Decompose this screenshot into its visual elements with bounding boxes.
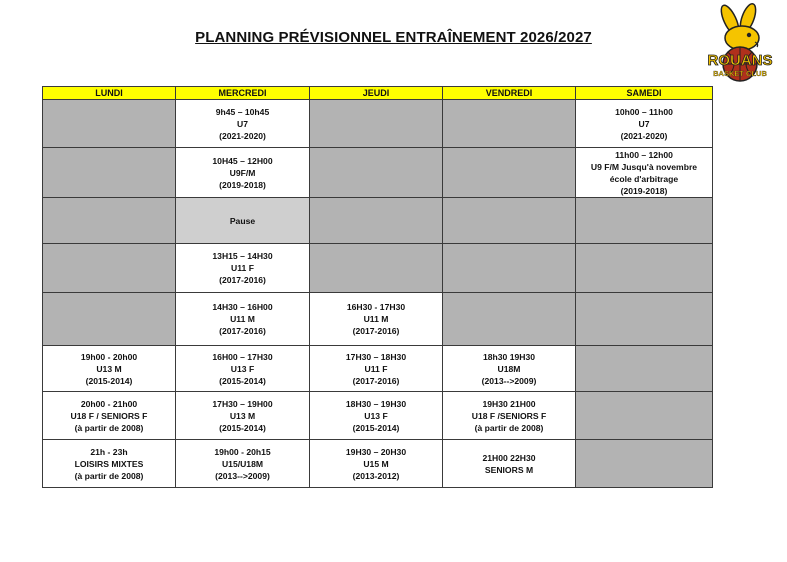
session-cell bbox=[43, 346, 176, 392]
session-line: 19h00 - 20h00 bbox=[80, 351, 138, 362]
session-line: 17H30 – 18H30 bbox=[345, 351, 407, 362]
empty-slot-cell bbox=[443, 148, 576, 198]
session-line: 18H30 – 19H30 bbox=[345, 398, 407, 409]
session-line: U15 M bbox=[363, 458, 389, 469]
day-header-lundi: LUNDI bbox=[43, 87, 176, 100]
session-line: U9 F/M Jusqu'à novembre bbox=[590, 161, 698, 172]
session-cell bbox=[576, 100, 713, 148]
session-cell bbox=[176, 440, 310, 488]
empty-slot-cell bbox=[443, 244, 576, 293]
day-header-vendredi: VENDREDI bbox=[443, 87, 576, 100]
empty-slot-cell bbox=[310, 100, 443, 148]
session-line: (2015-2014) bbox=[219, 422, 266, 433]
day-header-row bbox=[43, 87, 713, 100]
time-slot-row bbox=[43, 392, 713, 440]
empty-slot-cell bbox=[43, 198, 176, 244]
session-line: U9F/M bbox=[229, 167, 256, 178]
time-slot-row bbox=[43, 198, 713, 244]
session-cell bbox=[310, 293, 443, 346]
time-slot-row bbox=[43, 346, 713, 392]
session-line: (2017-2016) bbox=[352, 326, 400, 336]
session-line: (à partir de 2008) bbox=[74, 422, 144, 433]
session-cell bbox=[176, 100, 310, 148]
empty-slot-cell bbox=[310, 198, 443, 244]
session-line: 16H30 - 17H30 bbox=[346, 302, 406, 312]
session-line: (2017-2016) bbox=[219, 275, 266, 285]
session-line: 21h - 23h bbox=[90, 446, 128, 457]
session-line: U13 F bbox=[364, 410, 388, 421]
session-line: U13 M bbox=[96, 363, 122, 374]
session-line: 11h00 – 12h00 bbox=[615, 149, 673, 160]
session-line: (2017-2016) bbox=[352, 375, 400, 386]
session-line: école d'arbitrage bbox=[609, 173, 679, 184]
session-line: 18h30 19H30 bbox=[482, 351, 536, 362]
session-line: U13 F bbox=[230, 363, 255, 374]
logo-name: ROUANS bbox=[707, 52, 773, 69]
session-line: SENIORS M bbox=[484, 464, 534, 475]
time-slot-row bbox=[43, 244, 713, 293]
session-line: 21H00 22H30 bbox=[482, 452, 536, 463]
empty-slot-cell bbox=[576, 440, 713, 488]
session-cell bbox=[176, 293, 310, 346]
session-line: U15/U18M bbox=[221, 458, 264, 469]
session-cell bbox=[43, 392, 176, 440]
session-line: (2013-->2009) bbox=[215, 470, 270, 481]
empty-slot-cell bbox=[576, 392, 713, 440]
session-line: U7 bbox=[638, 118, 650, 129]
time-slot-row bbox=[43, 440, 713, 488]
session-line: 19H30 21H00 bbox=[482, 398, 536, 409]
empty-slot-cell bbox=[576, 346, 713, 392]
session-line: (à partir de 2008) bbox=[74, 470, 144, 481]
empty-slot-cell bbox=[310, 148, 443, 198]
session-line: U13 M bbox=[229, 410, 256, 421]
empty-slot-cell bbox=[576, 198, 713, 244]
empty-slot-cell bbox=[43, 148, 176, 198]
session-line: 14H30 – 16H00 bbox=[212, 302, 273, 312]
empty-slot-cell bbox=[43, 244, 176, 293]
session-line: 19h00 - 20h15 bbox=[214, 446, 271, 457]
time-slot-row bbox=[43, 148, 713, 198]
session-line: (2021-2020) bbox=[620, 130, 668, 141]
time-slot-row bbox=[43, 293, 713, 346]
session-line: (2013-2012) bbox=[352, 470, 400, 481]
session-line: 10h00 – 11h00 bbox=[615, 106, 673, 117]
session-line: (2013-->2009) bbox=[481, 375, 537, 386]
logo-subtitle: BASKET CLUB bbox=[713, 69, 767, 78]
day-header-samedi: SAMEDI bbox=[576, 87, 713, 100]
session-cell bbox=[576, 148, 713, 198]
club-logo bbox=[700, 2, 780, 94]
session-cell bbox=[310, 440, 443, 488]
session-line: 20h00 - 21h00 bbox=[80, 398, 138, 409]
session-line: 17H30 – 19H00 bbox=[212, 398, 273, 409]
session-cell bbox=[176, 148, 310, 198]
time-slot-row bbox=[43, 100, 713, 148]
page-title: PLANNING PRÉVISIONNEL ENTRAÎNEMENT 2026/2027 bbox=[195, 29, 592, 46]
session-line: U11 F bbox=[231, 263, 254, 273]
session-line: (2019-2018) bbox=[219, 179, 266, 190]
session-line: U18M bbox=[497, 363, 521, 374]
empty-slot-cell bbox=[43, 100, 176, 148]
session-line: U11 M bbox=[230, 314, 255, 324]
session-line: (2017-2016) bbox=[219, 326, 266, 336]
schedule-table bbox=[42, 86, 713, 488]
session-line: 13H15 – 14H30 bbox=[212, 251, 273, 261]
session-line: 10H45 – 12H00 bbox=[212, 155, 273, 166]
session-line: U18 F /SENIORS F bbox=[471, 410, 547, 421]
day-header-jeudi: JEUDI bbox=[310, 87, 443, 100]
day-header-mercredi: MERCREDI bbox=[176, 87, 310, 100]
session-cell bbox=[310, 392, 443, 440]
session-cell bbox=[443, 440, 576, 488]
empty-slot-cell bbox=[43, 293, 176, 346]
session-line: Pause bbox=[229, 215, 256, 226]
session-cell bbox=[443, 346, 576, 392]
empty-slot-cell bbox=[310, 244, 443, 293]
session-line: U18 F / SENIORS F bbox=[70, 410, 148, 421]
session-line: (2021-2020) bbox=[219, 130, 266, 141]
session-cell bbox=[176, 244, 310, 293]
session-line: (à partir de 2008) bbox=[474, 422, 544, 433]
session-line: (2015-2014) bbox=[85, 375, 133, 386]
session-cell bbox=[43, 440, 176, 488]
session-cell bbox=[310, 346, 443, 392]
session-cell bbox=[443, 392, 576, 440]
session-cell bbox=[176, 346, 310, 392]
session-line: 9h45 – 10h45 bbox=[215, 106, 270, 117]
session-line: U11 M bbox=[363, 314, 389, 324]
empty-slot-cell bbox=[576, 293, 713, 346]
pause-cell bbox=[176, 198, 310, 244]
session-line: (2019-2018) bbox=[620, 185, 668, 196]
empty-slot-cell bbox=[576, 244, 713, 293]
empty-slot-cell bbox=[443, 100, 576, 148]
session-line: 16H00 – 17H30 bbox=[212, 351, 273, 362]
session-line: (2015-2014) bbox=[352, 422, 400, 433]
session-line: (2015-2014) bbox=[219, 375, 266, 386]
session-line: LOISIRS MIXTES bbox=[74, 458, 144, 469]
session-line: U11 F bbox=[364, 363, 388, 374]
session-line: 19H30 – 20H30 bbox=[345, 446, 407, 457]
empty-slot-cell bbox=[443, 198, 576, 244]
empty-slot-cell bbox=[443, 293, 576, 346]
session-cell bbox=[176, 392, 310, 440]
session-line: U7 bbox=[237, 118, 248, 129]
